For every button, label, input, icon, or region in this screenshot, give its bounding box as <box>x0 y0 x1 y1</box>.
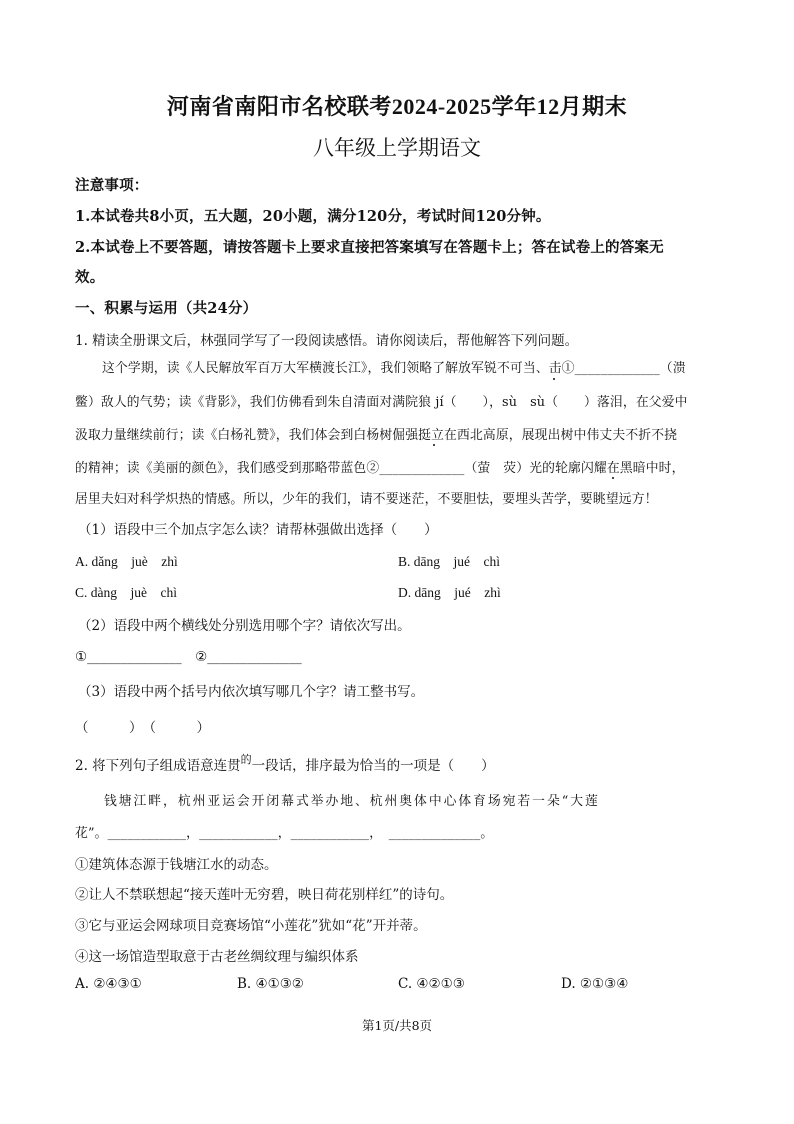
q2-option-d: D. ②①③④ <box>561 976 629 992</box>
q1-option-b: B. dāng jué chì <box>398 554 500 569</box>
q2-sentence-4: ④这一场馆造型取意于古老丝绸纹理与编织体系 <box>75 949 359 965</box>
q2-option-c: C. ④②①③ <box>398 976 465 992</box>
q1-sub-1: （1）语段中三个加点字怎么读？请帮林强做出选择（ ） <box>78 522 438 538</box>
page-footer: 第1页/共8页 <box>361 1018 433 1033</box>
section-1-heading: 一、积累与运用（共24分） <box>75 300 258 317</box>
q1-sub-3-blanks: （ ） （ ） <box>75 720 210 736</box>
q1-passage-line-1: 这个学期，读《人民解放军百万大军横渡长江》，我们领略了解放军锐不可当、击①_____________（溃 <box>102 361 686 376</box>
exam-subtitle: 八年级上学期语文 <box>313 136 481 160</box>
q1-stem: 1. 精读全册课文后，林强同学写了一段阅读感悟。请你阅读后，帮他解答下列问题。 <box>75 333 579 349</box>
q2-sentence-1: ①建筑体态源于钱塘江水的动态。 <box>75 857 278 873</box>
q1-passage-line-5: 居里夫妇对科学炽热的情感。所以，少年的我们，请不要迷茫，不要胆怯，要埋头苦学，要眺望远方！ <box>75 492 658 507</box>
q1-option-c: C. dàng juè chì <box>75 585 177 600</box>
q1-passage-line-2: 鳖）敌人的气势；读《背影》，我们仿佛看到朱自清面对满院狼 jí（ ），sù sù（ ）落泪，在父爱中 <box>75 395 688 410</box>
emphasis-dot <box>433 444 435 446</box>
q2-option-b: B. ④①③② <box>237 976 304 992</box>
notice-heading: 注意事项： <box>75 177 149 194</box>
q2-stem: 2. 将下列句子组成语意连贯$^的$一段话，排序最为恰当的一项是（ ） <box>75 753 495 774</box>
q2-sentence-3: ③它与亚运会网球项目竞赛场馆“小莲花”犹如“花”开并蒂。 <box>75 918 427 934</box>
q1-sub-3: （3）语段中两个括号内依次填写哪几个字？请工整书写。 <box>78 684 425 700</box>
q1-option-a: A. dǎng juè zhì <box>75 554 178 569</box>
q1-option-d: D. dāng jué zhì <box>398 585 501 600</box>
q2-option-a: A. ②④③① <box>75 976 142 992</box>
q1-passage-line-4: 的精神；读《美丽的颜色》，我们感受到那略带蓝色②_____________（萤 荧）光的轮廓闪耀在黑暗中时， <box>75 461 685 476</box>
q1-sub-2-blanks: ①______________ ②______________ <box>75 649 302 665</box>
q2-passage-line-1: 钱 塘 江 畔 ， 杭 州 亚 运 会 开 闭 幕 式 举 办 地 、 杭 州 奥 体 中 心 体 育 场 宛 若 一 朵 “ 大 莲 <box>104 794 597 809</box>
notice-item-2-cont: 效。 <box>75 269 105 286</box>
q1-sub-2: （2）语段中两个横线处分别选用哪个字？请依次写出。 <box>78 618 411 634</box>
exam-title: 河南省南阳市名校联考2024-2025学年12月期末 <box>166 94 628 119</box>
q2-sentence-2: ②让人不禁联想起“接天莲叶无穷碧，映日荷花别样红”的诗句。 <box>75 887 454 903</box>
emphasis-dot <box>612 477 614 479</box>
q1-passage-line-3: 汲取力量继续前行；读《白杨礼赞》，我们体会到白杨树倔强挺立在西北高原，展现出树中伟丈夫不折不挠 <box>75 428 678 443</box>
notice-item-2: 2.本试卷上不要答题，请按答题卡上要求直接把答案填写在答题卡上；答在试卷上的答案无 <box>75 239 664 256</box>
q2-passage-line-2: 花”。____________，____________，____________， ______________。 <box>75 826 494 841</box>
emphasis-dot <box>553 378 555 380</box>
notice-item-1: 1.本试卷共8小页，五大题，20小题，满分120分，考试时间120分钟。 <box>75 208 551 225</box>
